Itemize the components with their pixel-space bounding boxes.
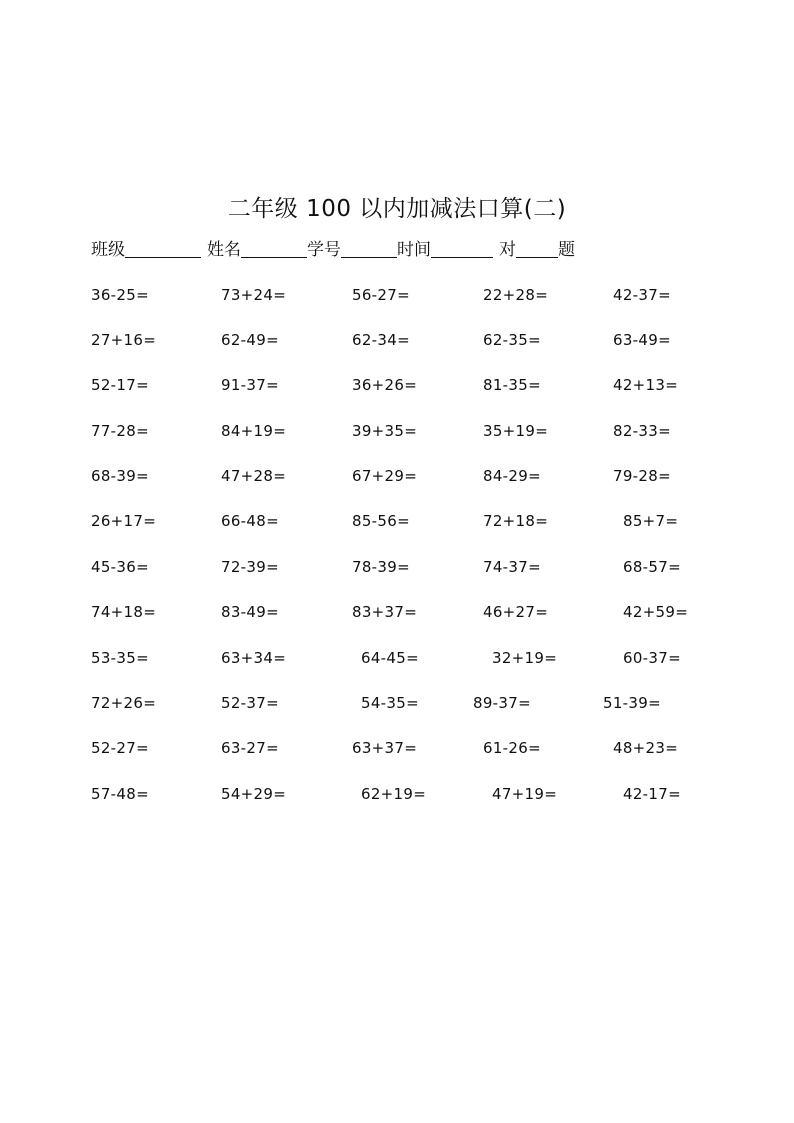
problem-r10-c2: 52-37=: [221, 694, 279, 712]
problem-r1-c2: 73+24=: [221, 286, 287, 304]
problem-r2-c3: 62-34=: [352, 331, 410, 349]
problem-r2-c4: 62-35=: [483, 331, 541, 349]
problem-r11-c4: 61-26=: [483, 739, 541, 757]
problem-r10-c1: 72+26=: [91, 694, 157, 712]
problem-r11-c1: 52-27=: [91, 739, 149, 757]
problem-r9-c5: 60-37=: [623, 649, 681, 667]
problem-r8-c5: 42+59=: [623, 603, 689, 621]
problem-r6-c1: 26+17=: [91, 512, 157, 530]
problem-r7-c3: 78-39=: [352, 558, 410, 576]
problem-r1-c3: 56-27=: [352, 286, 410, 304]
questions-label: 题: [558, 240, 575, 260]
problem-r1-c1: 36-25=: [91, 286, 149, 304]
student-id-label: 学号: [307, 240, 341, 260]
problem-r3-c3: 36+26=: [352, 376, 418, 394]
problem-r4-c4: 35+19=: [483, 422, 549, 440]
problem-r3-c4: 81-35=: [483, 376, 541, 394]
problem-r4-c2: 84+19=: [221, 422, 287, 440]
problem-r3-c2: 91-37=: [221, 376, 279, 394]
problem-r10-c5: 51-39=: [603, 694, 661, 712]
problem-r7-c1: 45-36=: [91, 558, 149, 576]
problem-r8-c3: 83+37=: [352, 603, 418, 621]
problem-r6-c4: 72+18=: [483, 512, 549, 530]
problem-r9-c1: 53-35=: [91, 649, 149, 667]
problem-r5-c4: 84-29=: [483, 467, 541, 485]
problem-r10-c4: 89-37=: [473, 694, 531, 712]
problem-r12-c4: 47+19=: [492, 785, 558, 803]
problem-r7-c4: 74-37=: [483, 558, 541, 576]
problem-r5-c2: 47+28=: [221, 467, 287, 485]
problem-r6-c5: 85+7=: [623, 512, 679, 530]
problem-r8-c4: 46+27=: [483, 603, 549, 621]
problem-r4-c3: 39+35=: [352, 422, 418, 440]
problem-r6-c2: 66-48=: [221, 512, 279, 530]
problem-r1-c4: 22+28=: [483, 286, 549, 304]
problem-r8-c2: 83-49=: [221, 603, 279, 621]
problem-r6-c3: 85-56=: [352, 512, 410, 530]
problem-r5-c3: 67+29=: [352, 467, 418, 485]
problem-r2-c2: 62-49=: [221, 331, 279, 349]
problem-r2-c5: 63-49=: [613, 331, 671, 349]
problem-r2-c1: 27+16=: [91, 331, 157, 349]
problem-r11-c5: 48+23=: [613, 739, 679, 757]
problem-r12-c2: 54+29=: [221, 785, 287, 803]
problem-r5-c5: 79-28=: [613, 467, 671, 485]
problem-r9-c4: 32+19=: [492, 649, 558, 667]
problem-r12-c1: 57-48=: [91, 785, 149, 803]
problem-r7-c2: 72-39=: [221, 558, 279, 576]
name-label: 姓名: [207, 240, 241, 260]
problem-r1-c5: 42-37=: [613, 286, 671, 304]
time-label: 时间: [397, 240, 431, 260]
problem-r10-c3: 54-35=: [361, 694, 419, 712]
problem-r12-c5: 42-17=: [623, 785, 681, 803]
correct-label: 对: [499, 240, 516, 260]
problem-r8-c1: 74+18=: [91, 603, 157, 621]
problem-r4-c1: 77-28=: [91, 422, 149, 440]
class-label: 班级: [91, 240, 125, 260]
problem-r11-c2: 63-27=: [221, 739, 279, 757]
problem-r3-c1: 52-17=: [91, 376, 149, 394]
problem-r11-c3: 63+37=: [352, 739, 418, 757]
problem-r9-c3: 64-45=: [361, 649, 419, 667]
worksheet-title: 二年级 100 以内加减法口算(二): [227, 196, 567, 222]
problem-r7-c5: 68-57=: [623, 558, 681, 576]
problem-r5-c1: 68-39=: [91, 467, 149, 485]
problem-r12-c3: 62+19=: [361, 785, 427, 803]
problem-r9-c2: 63+34=: [221, 649, 287, 667]
problem-r4-c5: 82-33=: [613, 422, 671, 440]
problem-r3-c5: 42+13=: [613, 376, 679, 394]
